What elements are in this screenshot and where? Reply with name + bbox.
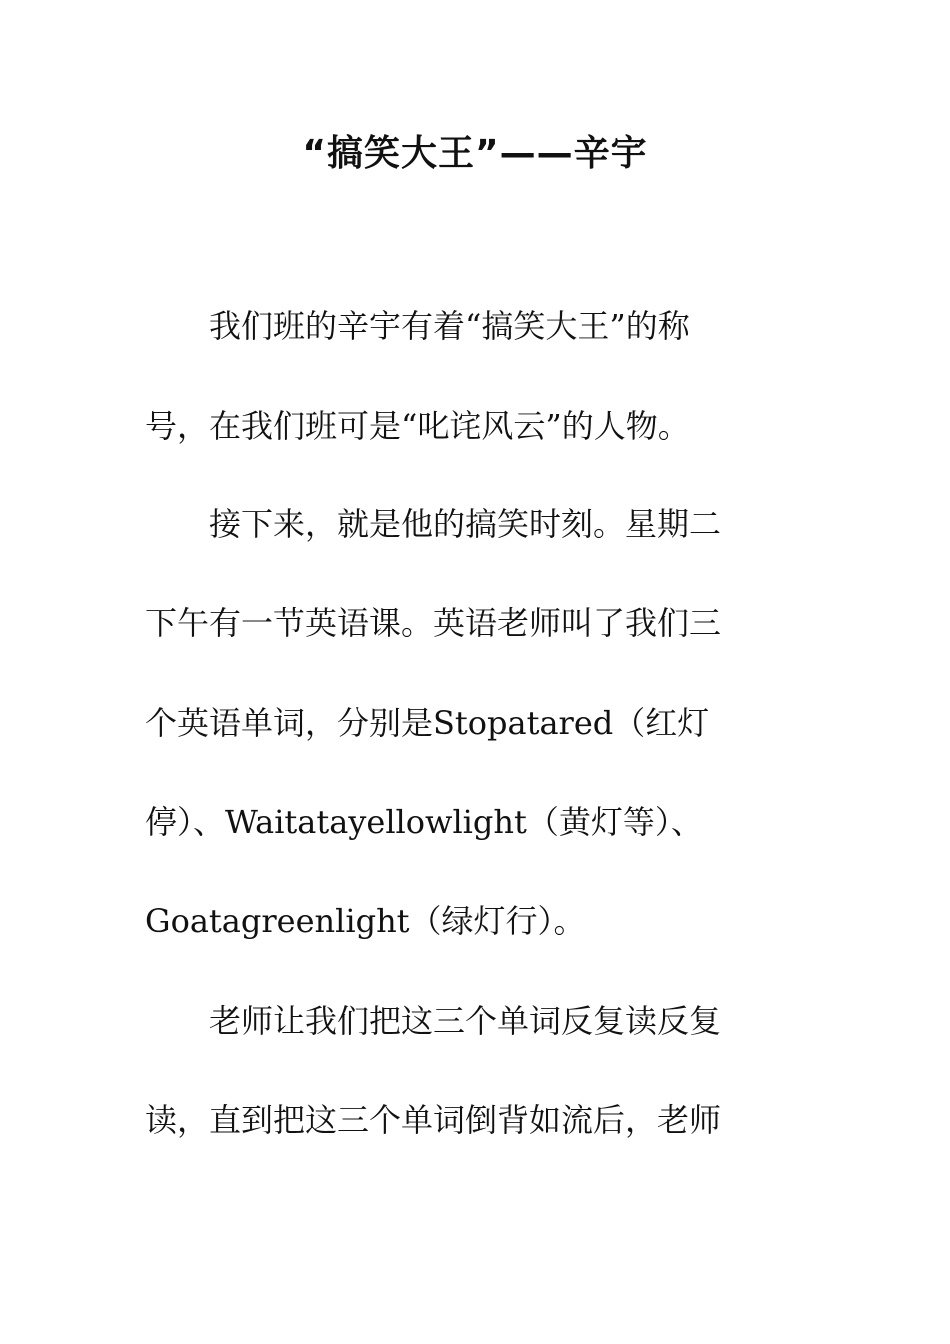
text-line-1: 我们班的辛宇有着“搞笑大王”的称 [145, 307, 690, 345]
text-line-9: 读，直到把这三个单词倒背如流后，老师 [145, 1101, 722, 1139]
text-line-7: Goatagreenlight（绿灯行）。 [145, 902, 586, 940]
text-line-8: 老师让我们把这三个单词反复读反复 [145, 1002, 722, 1040]
text-line-2: 号，在我们班可是“叱诧风云”的人物。 [145, 407, 690, 445]
text-line-6: 停）、Waitatayellowlight（黄灯等）、 [145, 803, 703, 841]
page-title: “搞笑大王”——辛宇 [302, 133, 648, 174]
text-line-3: 接下来，就是他的搞笑时刻。星期二 [145, 505, 722, 543]
text-line-5: 个英语单词，分别是Stopatared（红灯 [145, 704, 710, 742]
text-line-4: 下午有一节英语课。英语老师叫了我们三 [145, 604, 722, 642]
